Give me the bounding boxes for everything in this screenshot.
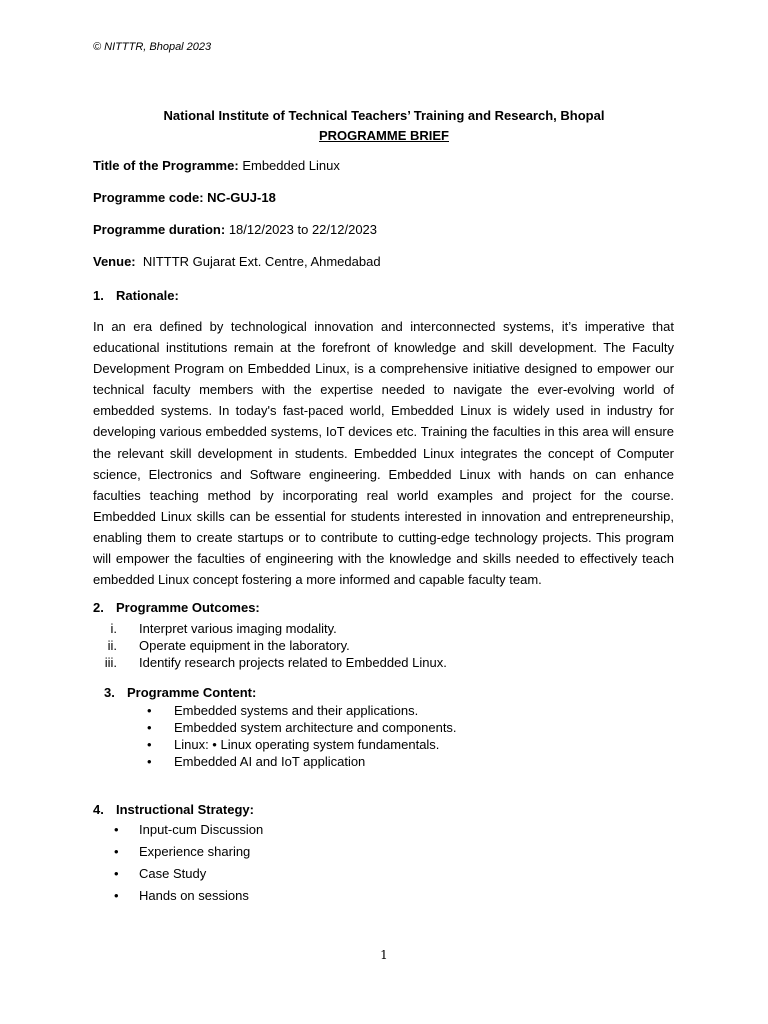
bullet-icon: •: [147, 720, 152, 735]
list-item-text: Operate equipment in the laboratory.: [139, 638, 350, 653]
list-item-text: Hands on sessions: [139, 888, 249, 903]
bullet-icon: •: [147, 754, 152, 769]
list-item-text: Case Study: [139, 866, 207, 881]
list-item-text: Identify research projects related to Embedded Linux.: [139, 655, 447, 670]
venue-label: Venue:: [93, 254, 136, 269]
list-item-text: Input-cum Discussion: [139, 822, 264, 837]
outcomes-heading-text: Programme Outcomes:: [116, 600, 260, 615]
programme-duration-label: Programme duration:: [93, 222, 226, 237]
programme-code-value: NC-GUJ-18: [207, 190, 276, 205]
strategy-heading-text: Instructional Strategy:: [116, 802, 254, 817]
bullet-icon: •: [147, 737, 152, 752]
content-heading-text: Programme Content:: [127, 685, 257, 700]
programme-duration-field: [93, 222, 377, 237]
programme-title-field: [93, 158, 340, 173]
list-item-text: Linux: • Linux operating system fundamentals.: [174, 737, 440, 752]
programme-title-label: Title of the Programme:: [93, 158, 239, 173]
outcomes-heading: [93, 600, 260, 615]
rationale-heading-text: Rationale:: [116, 288, 179, 303]
copyright-notice: © NITTTR, Bhopal 2023: [93, 41, 212, 53]
list-item-number: ii.: [107, 638, 117, 653]
list-item-text: Interpret various imaging modality.: [139, 621, 337, 636]
strategy-heading: [93, 802, 254, 817]
bullet-icon: •: [114, 888, 119, 903]
rationale-paragraph: In an era defined by technological innovation and interconnected systems, it’s imperative that educational institutions remain at the forefront of knowledge and skill development. The Faculty Development Program on Embedded Linux, is a comprehensive initiative designed to empower our technical faculty members with the expertise needed to navigate the ever-evolving world of embedded systems. In today's fast-paced world, Embedded Linux is widely used in industry for developing various embedded systems, IoT devices etc. Training the faculties in this area will ensure the relevant skill development in students. Embedded Linux integrates the concept of Computer science, Electronics and Software engineering. Embedded Linux with hands on can enhance faculties teaching method by incorporating real world examples and project for the course. Embedded Linux skills can be essential for students interested in innovation and entrepreneurship, enabling them to create startups or to contribute to cutting-edge technology projects. This program will empower the faculties of engineering with the knowledge and skills needed to effectively teach embedded Linux concept fostering a more informed and capable faculty team.: [93, 319, 674, 588]
institute-name: National Institute of Technical Teachers’ Training and Research, Bhopal: [163, 108, 605, 123]
strategy-number: 4.: [93, 802, 104, 817]
programme-code-field: [93, 190, 276, 205]
bullet-icon: •: [114, 844, 119, 859]
content-heading: [104, 685, 256, 700]
rationale-heading: [93, 288, 179, 303]
programme-title-value: Embedded Linux: [242, 158, 340, 173]
rationale-number: 1.: [93, 288, 104, 303]
list-item-text: Experience sharing: [139, 844, 251, 859]
programme-duration-value: 18/12/2023 to 22/12/2023: [228, 222, 378, 237]
bullet-icon: •: [114, 866, 119, 881]
bullet-icon: •: [147, 703, 152, 718]
list-item-number: iii.: [104, 655, 117, 670]
programme-code-label: Programme code:: [93, 190, 204, 205]
list-item-number: i.: [110, 621, 117, 636]
bullet-icon: •: [114, 822, 119, 837]
list-item-text: Embedded systems and their applications.: [174, 703, 419, 718]
list-item-text: Embedded AI and IoT application: [174, 754, 366, 769]
programme-brief-title: PROGRAMME BRIEF: [319, 128, 449, 143]
list-item-text: Embedded system architecture and components.: [174, 720, 457, 735]
venue-value: NITTTR Gujarat Ext. Centre, Ahmedabad: [142, 254, 381, 269]
outcomes-number: 2.: [93, 600, 104, 615]
venue-field: [93, 254, 381, 269]
page-number: 1: [380, 948, 388, 962]
content-number: 3.: [104, 685, 115, 700]
